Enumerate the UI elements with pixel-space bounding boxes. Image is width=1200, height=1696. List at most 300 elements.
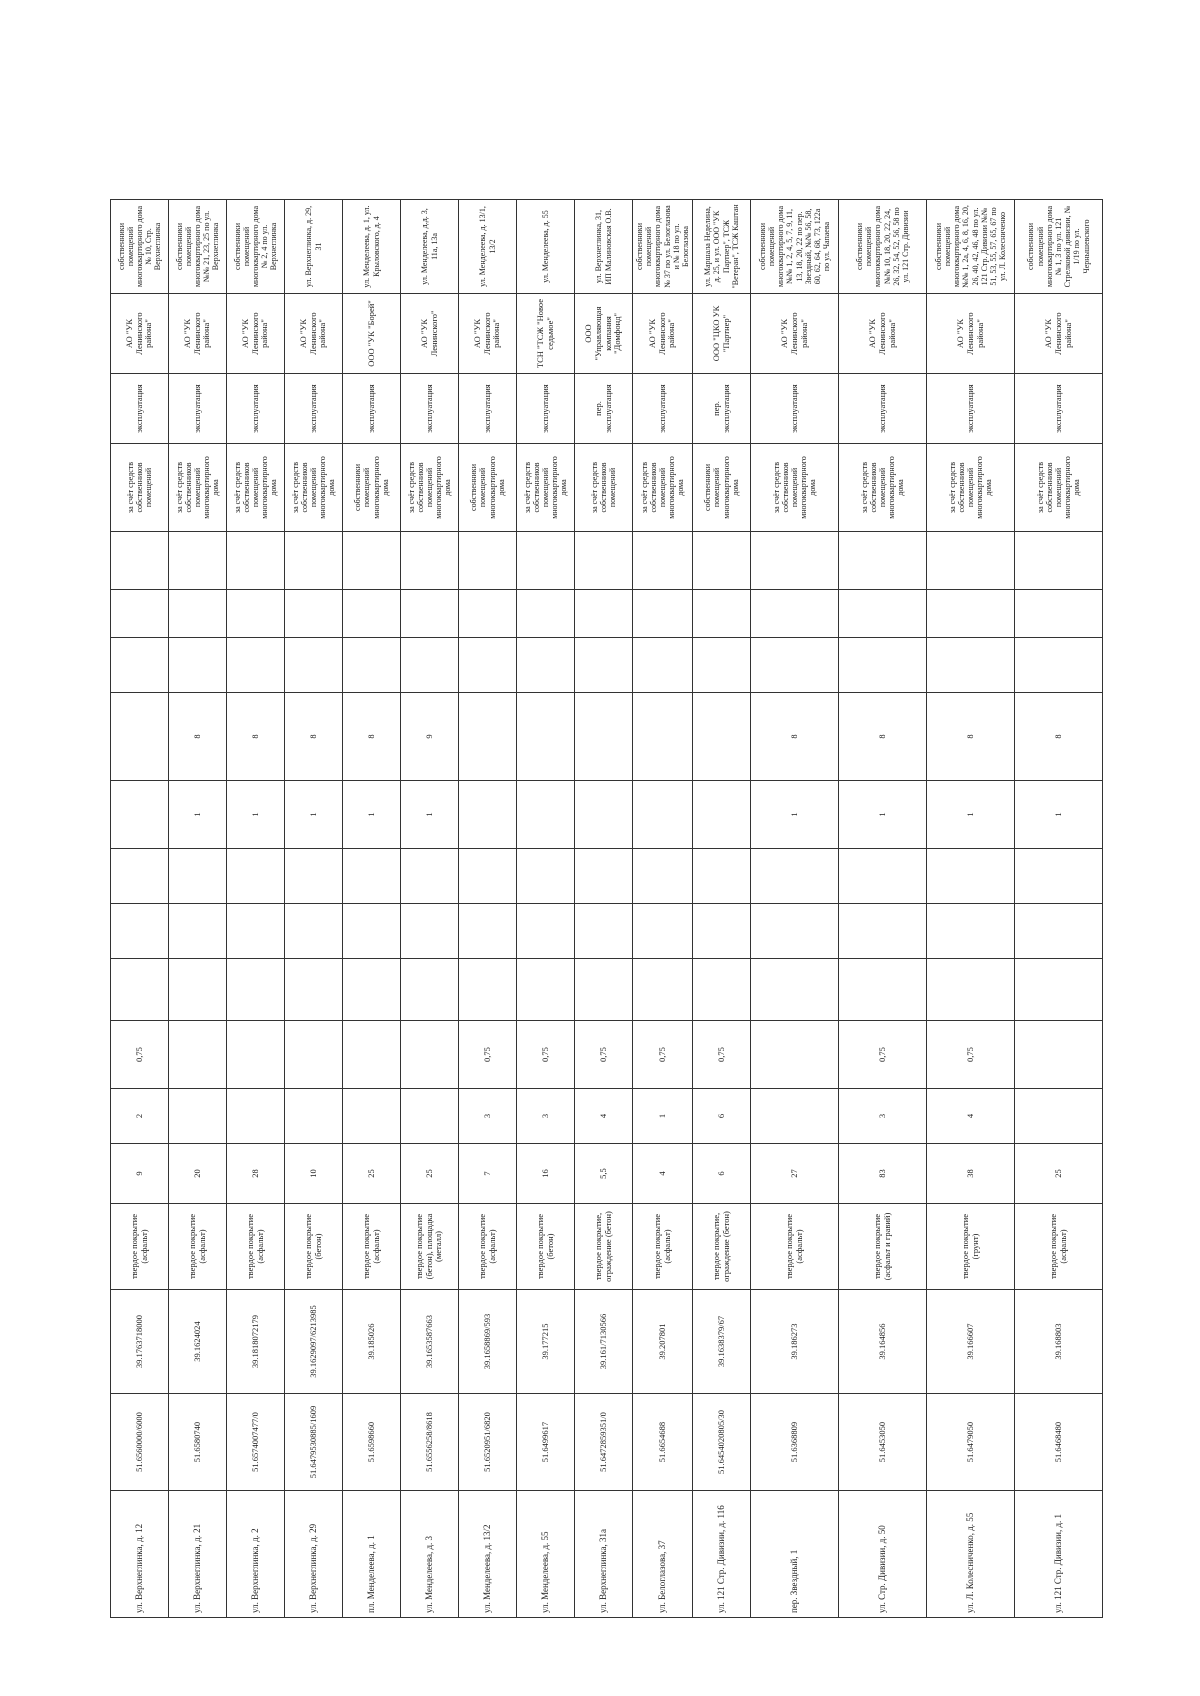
empty-cell <box>459 638 517 693</box>
bunker-count-cell: 1 <box>401 781 459 849</box>
bunker-volume-cell: 8 <box>839 693 927 781</box>
area-cell: 25 <box>401 1144 459 1204</box>
empty-cell <box>227 590 285 638</box>
ownership-cell: за счёт средств собственников помещений многоквартирного дома <box>285 444 343 532</box>
status-cell: эксплуатация <box>169 374 227 444</box>
container-count-cell: 3 <box>517 1089 575 1144</box>
address-cell: ул. Верхнеглинка, д. 21 <box>169 1491 227 1618</box>
empty-cell <box>575 638 633 693</box>
longitude-cell: 39.1653587663 <box>401 1290 459 1394</box>
container-count-cell: 2 <box>111 1089 169 1144</box>
owner-cell: ООО "Управляющая компания "Домфонд" <box>575 294 633 374</box>
owner-cell: АО "УК Ленинского района" <box>751 294 839 374</box>
surface-type-cell: твердое покрытие (асфальт) <box>633 1204 693 1290</box>
surface-type-cell: твердое покрытие (асфальт) <box>111 1204 169 1290</box>
bunker-count-cell <box>111 781 169 849</box>
served-objects-cell: собственники помещений многоквартирного дома №№ 10, 18, 20, 22, 24, 26, 32, 54, 52, 56, 58 по ул. 121 Стр. Дивизии <box>839 200 927 294</box>
served-objects-cell: ул. Менделеева, д. 1, ул. Крыловского, д. 4 <box>343 200 401 294</box>
empty-cell <box>751 904 839 959</box>
address-cell: пер. Звездный, 1 <box>751 1491 839 1618</box>
status-cell: эксплуатация <box>111 374 169 444</box>
ownership-cell: за счёт средств собственников помещений многоквартирного дома <box>1015 444 1103 532</box>
bunker-count-cell: 1 <box>751 781 839 849</box>
owner-cell: ТСН "ТСЖ "Новое седьмое" <box>517 294 575 374</box>
empty-cell <box>839 959 927 1021</box>
empty-cell <box>517 959 575 1021</box>
ownership-cell: за счёт средств собственников помещений <box>575 444 633 532</box>
waste-site-register-table <box>110 199 1103 1618</box>
area-cell: 7 <box>459 1144 517 1204</box>
bunker-volume-cell <box>111 693 169 781</box>
owner-cell: АО "УК Ленинского района" <box>111 294 169 374</box>
empty-cell <box>169 590 227 638</box>
ownership-cell: собственники помещений многоквартирного дома <box>343 444 401 532</box>
empty-cell <box>111 959 169 1021</box>
latitude-cell: 51.6598660 <box>343 1394 401 1491</box>
ownership-cell: за счёт средств собственников помещений многоквартирного дома <box>633 444 693 532</box>
empty-cell <box>285 638 343 693</box>
container-count-cell <box>169 1089 227 1144</box>
longitude-cell: 39.1629097/6213985 <box>285 1290 343 1394</box>
ownership-cell: за счёт средств собственников помещений многоквартирного дома <box>839 444 927 532</box>
latitude-cell: 51.6654688 <box>633 1394 693 1491</box>
address-cell: ул. Менделеева, д. 3 <box>401 1491 459 1618</box>
longitude-cell: 39.185026 <box>343 1290 401 1394</box>
container-count-cell <box>751 1089 839 1144</box>
surface-type-cell: твердое покрытие (асфальт) <box>169 1204 227 1290</box>
area-cell: 38 <box>927 1144 1015 1204</box>
empty-cell <box>927 532 1015 590</box>
empty-cell <box>111 638 169 693</box>
table-row <box>693 200 751 1618</box>
empty-cell <box>459 959 517 1021</box>
area-cell: 4 <box>633 1144 693 1204</box>
area-cell: 25 <box>1015 1144 1103 1204</box>
area-cell: 20 <box>169 1144 227 1204</box>
empty-cell <box>285 959 343 1021</box>
empty-cell <box>839 532 927 590</box>
container-count-cell: 6 <box>693 1089 751 1144</box>
empty-cell <box>111 904 169 959</box>
empty-cell <box>751 590 839 638</box>
area-cell: 16 <box>517 1144 575 1204</box>
empty-cell <box>459 532 517 590</box>
latitude-cell: 51.6520951/6820 <box>459 1394 517 1491</box>
bunker-count-cell <box>575 781 633 849</box>
address-cell: ул. Верхнеглинка, 31а <box>575 1491 633 1618</box>
empty-cell <box>927 904 1015 959</box>
surface-type-cell: твердое покрытие, ограждение (бетон) <box>693 1204 751 1290</box>
empty-cell <box>575 532 633 590</box>
empty-cell <box>693 590 751 638</box>
owner-cell: АО "УК Ленинского района" <box>459 294 517 374</box>
latitude-cell: 51.6479050 <box>927 1394 1015 1491</box>
served-objects-cell: ул. Маршала Неделина, д. 25, и ул. ООО "УК Партнер", ТСЖ "Ветеран", ТСЖ Каштан <box>693 200 751 294</box>
empty-cell <box>633 849 693 904</box>
status-cell: эксплуатация <box>633 374 693 444</box>
empty-cell <box>575 590 633 638</box>
bunker-volume-cell: 8 <box>927 693 1015 781</box>
ownership-cell: собственники помещений многоквартирного дома <box>459 444 517 532</box>
empty-cell <box>169 959 227 1021</box>
longitude-cell: 39.207801 <box>633 1290 693 1394</box>
area-cell: 10 <box>285 1144 343 1204</box>
surface-type-cell: твердое покрытие (асфальт) <box>459 1204 517 1290</box>
table-row <box>401 200 459 1618</box>
table-row <box>575 200 633 1618</box>
address-cell: пл. Менделеева, д. 1 <box>343 1491 401 1618</box>
empty-cell <box>693 959 751 1021</box>
served-objects-cell: собственники помещений многоквартирного дома №№ 1, 2, 4, 5, 7, 9, 11, 13, 18, 20, 22 по пер. Звездный, №№ 56, 58, 60, 62, 64, 68, 73, 122а по ул. Чапаева <box>751 200 839 294</box>
owner-cell: АО "УК Ленинского района" <box>285 294 343 374</box>
longitude-cell: 39.1763718000 <box>111 1290 169 1394</box>
empty-cell <box>459 904 517 959</box>
empty-cell <box>343 590 401 638</box>
owner-cell: АО "УК Ленинского района" <box>1015 294 1103 374</box>
longitude-cell: 39.177215 <box>517 1290 575 1394</box>
area-cell: 9 <box>111 1144 169 1204</box>
empty-cell <box>343 638 401 693</box>
empty-cell <box>575 904 633 959</box>
surface-type-cell: твердое покрытие (бетон), площадка (металл) <box>401 1204 459 1290</box>
container-volume-cell <box>343 1021 401 1089</box>
empty-cell <box>169 532 227 590</box>
status-cell: пер. эксплуатация <box>575 374 633 444</box>
empty-cell <box>517 904 575 959</box>
latitude-cell: 51.6479530885/1609 <box>285 1394 343 1491</box>
bunker-volume-cell <box>459 693 517 781</box>
container-volume-cell: 0,75 <box>839 1021 927 1089</box>
surface-type-cell: твердое покрытие (асфальт) <box>1015 1204 1103 1290</box>
ownership-cell: за счёт средств собственников помещений многоквартирного дома <box>169 444 227 532</box>
empty-cell <box>169 638 227 693</box>
container-count-cell <box>343 1089 401 1144</box>
ownership-cell: за счёт средств собственников помещений многоквартирного дома <box>927 444 1015 532</box>
empty-cell <box>633 638 693 693</box>
latitude-cell: 51.6574007477/0 <box>227 1394 285 1491</box>
address-cell: ул. Верхнеглинка, д. 12 <box>111 1491 169 1618</box>
empty-cell <box>927 590 1015 638</box>
empty-cell <box>401 959 459 1021</box>
address-cell: ул. Верхнеглинка, д. 2 <box>227 1491 285 1618</box>
owner-cell: ООО "УК "Борей" <box>343 294 401 374</box>
empty-cell <box>343 849 401 904</box>
table-row <box>839 200 927 1618</box>
served-objects-cell: собственники помещений многоквартирного дома № 2, 4 по ул. Верхнеглинка <box>227 200 285 294</box>
surface-type-cell: твердое покрытие (асфальт) <box>751 1204 839 1290</box>
owner-cell: АО "УК Ленинского района" <box>169 294 227 374</box>
owner-cell: АО "УК Ленинского" <box>401 294 459 374</box>
ownership-cell: за счёт средств собственников помещений многоквартирного дома <box>517 444 575 532</box>
empty-cell <box>517 532 575 590</box>
empty-cell <box>111 590 169 638</box>
ownership-cell: за счёт средств собственников помещений <box>111 444 169 532</box>
bunker-count-cell: 1 <box>839 781 927 849</box>
empty-cell <box>401 590 459 638</box>
container-volume-cell <box>751 1021 839 1089</box>
owner-cell: АО "УК Ленинского района" <box>633 294 693 374</box>
latitude-cell: 51.6560000/6000 <box>111 1394 169 1491</box>
bunker-volume-cell: 8 <box>751 693 839 781</box>
container-volume-cell: 0,75 <box>633 1021 693 1089</box>
empty-cell <box>751 849 839 904</box>
table-row <box>111 200 169 1618</box>
container-volume-cell <box>401 1021 459 1089</box>
status-cell: эксплуатация <box>927 374 1015 444</box>
empty-cell <box>839 904 927 959</box>
table-row <box>343 200 401 1618</box>
container-count-cell: 4 <box>575 1089 633 1144</box>
empty-cell <box>517 638 575 693</box>
container-volume-cell: 0,75 <box>575 1021 633 1089</box>
container-volume-cell <box>169 1021 227 1089</box>
ownership-cell: за счёт средств собственников помещений многоквартирного дома <box>751 444 839 532</box>
ownership-cell: собственники помещений многоквартирного дома <box>693 444 751 532</box>
container-count-cell: 4 <box>927 1089 1015 1144</box>
empty-cell <box>1015 959 1103 1021</box>
area-cell: 5,5 <box>575 1144 633 1204</box>
empty-cell <box>459 849 517 904</box>
container-count-cell: 1 <box>633 1089 693 1144</box>
bunker-count-cell <box>693 781 751 849</box>
area-cell: 83 <box>839 1144 927 1204</box>
area-cell: 28 <box>227 1144 285 1204</box>
status-cell: эксплуатация <box>401 374 459 444</box>
empty-cell <box>927 849 1015 904</box>
latitude-cell: 51.6499617 <box>517 1394 575 1491</box>
bunker-volume-cell: 9 <box>401 693 459 781</box>
empty-cell <box>227 638 285 693</box>
served-objects-cell: собственники помещений многоквартирного дома №№ 21, 23, 25 по ул. Верхнеглинка <box>169 200 227 294</box>
empty-cell <box>633 590 693 638</box>
longitude-cell: 39.166607 <box>927 1290 1015 1394</box>
container-count-cell <box>285 1089 343 1144</box>
container-volume-cell: 0,75 <box>459 1021 517 1089</box>
bunker-count-cell: 1 <box>343 781 401 849</box>
bunker-volume-cell <box>693 693 751 781</box>
table-row <box>633 200 693 1618</box>
container-volume-cell: 0,75 <box>693 1021 751 1089</box>
table-row <box>169 200 227 1618</box>
address-cell: ул. Белоглазова, 37 <box>633 1491 693 1618</box>
empty-cell <box>285 590 343 638</box>
address-cell: ул. 121 Стр. Дивизии, д. 1 <box>1015 1491 1103 1618</box>
empty-cell <box>1015 849 1103 904</box>
empty-cell <box>285 532 343 590</box>
empty-cell <box>1015 638 1103 693</box>
bunker-count-cell <box>459 781 517 849</box>
served-objects-cell: ул. Верхнеглинка, 31, ИП Малиновская О.В. <box>575 200 633 294</box>
empty-cell <box>693 849 751 904</box>
empty-cell <box>751 959 839 1021</box>
bunker-count-cell <box>633 781 693 849</box>
address-cell: ул. Верхнеглинка, д. 29 <box>285 1491 343 1618</box>
empty-cell <box>751 638 839 693</box>
served-objects-cell: ул. Менделеева, д. 13/1, 13/2 <box>459 200 517 294</box>
address-cell: ул. Менделеева, д. 13/2 <box>459 1491 517 1618</box>
empty-cell <box>1015 532 1103 590</box>
served-objects-cell: собственники помещений многоквартирного дома №№ 1, 2а, 4, 6, 8, 16, 20, 26, 40, 42, 46, 48 по ул. 121 Стр. Дивизии №№ 51, 53, 55, 57, 65, 67 по ул. Л. Колесниченко <box>927 200 1015 294</box>
empty-cell <box>927 959 1015 1021</box>
address-cell: ул. Стр. Дивизии, д. 50 <box>839 1491 927 1618</box>
bunker-count-cell: 1 <box>927 781 1015 849</box>
table-row <box>517 200 575 1618</box>
latitude-cell: 51.6472859351/0 <box>575 1394 633 1491</box>
empty-cell <box>227 959 285 1021</box>
empty-cell <box>459 590 517 638</box>
served-objects-cell: ул. Менделеева, д. 55 <box>517 200 575 294</box>
container-count-cell <box>401 1089 459 1144</box>
status-cell: эксплуатация <box>227 374 285 444</box>
container-count-cell: 3 <box>839 1089 927 1144</box>
empty-cell <box>111 849 169 904</box>
status-cell: эксплуатация <box>285 374 343 444</box>
empty-cell <box>227 849 285 904</box>
owner-cell: АО "УК Ленинского района" <box>927 294 1015 374</box>
bunker-count-cell: 1 <box>169 781 227 849</box>
bunker-count-cell: 1 <box>285 781 343 849</box>
longitude-cell: 39.186273 <box>751 1290 839 1394</box>
latitude-cell: 51.6368809 <box>751 1394 839 1491</box>
surface-type-cell: твердое покрытие (бетон) <box>517 1204 575 1290</box>
status-cell: эксплуатация <box>1015 374 1103 444</box>
container-volume-cell <box>285 1021 343 1089</box>
latitude-cell: 51.6556258/8618 <box>401 1394 459 1491</box>
empty-cell <box>633 904 693 959</box>
bunker-volume-cell <box>517 693 575 781</box>
table-row <box>751 200 839 1618</box>
status-cell: эксплуатация <box>751 374 839 444</box>
empty-cell <box>575 849 633 904</box>
served-objects-cell: ул. Верхнеглинка, д. 29, 31 <box>285 200 343 294</box>
empty-cell <box>575 959 633 1021</box>
bunker-volume-cell: 8 <box>1015 693 1103 781</box>
latitude-cell: 51.6468480 <box>1015 1394 1103 1491</box>
container-volume-cell: 0,75 <box>517 1021 575 1089</box>
address-cell: ул. 121 Стр. Дивизии, д. 116 <box>693 1491 751 1618</box>
container-volume-cell: 0,75 <box>111 1021 169 1089</box>
area-cell: 6 <box>693 1144 751 1204</box>
address-cell: ул. Л. Колесниченко, д. 55 <box>927 1491 1015 1618</box>
empty-cell <box>343 959 401 1021</box>
latitude-cell: 51.6580740 <box>169 1394 227 1491</box>
status-cell: эксплуатация <box>517 374 575 444</box>
container-volume-cell: 0,75 <box>927 1021 1015 1089</box>
surface-type-cell: твердое покрытие (асфальт) <box>227 1204 285 1290</box>
empty-cell <box>401 638 459 693</box>
container-volume-cell <box>227 1021 285 1089</box>
status-cell: пер. эксплуатация <box>693 374 751 444</box>
empty-cell <box>693 904 751 959</box>
served-objects-cell: ул. Менделеева, д.д. 3, 11а, 13а <box>401 200 459 294</box>
address-cell: ул. Менделеева, д. 55 <box>517 1491 575 1618</box>
served-objects-cell: собственники помещений многоквартирного дома № 1, 3 по ул. 121 Стрелковой дивизии, № 1/19 по ул. Чернышевского <box>1015 200 1103 294</box>
table-body <box>111 200 1103 1618</box>
bunker-volume-cell: 8 <box>227 693 285 781</box>
empty-cell <box>285 904 343 959</box>
surface-type-cell: твердое покрытие (асфальт и гравий) <box>839 1204 927 1290</box>
table-row <box>459 200 517 1618</box>
container-count-cell: 3 <box>459 1089 517 1144</box>
empty-cell <box>111 532 169 590</box>
bunker-count-cell <box>517 781 575 849</box>
owner-cell: АО "УК Ленинского района" <box>227 294 285 374</box>
bunker-volume-cell <box>633 693 693 781</box>
longitude-cell: 39.1818072179 <box>227 1290 285 1394</box>
empty-cell <box>633 959 693 1021</box>
empty-cell <box>401 904 459 959</box>
empty-cell <box>633 532 693 590</box>
surface-type-cell: твердое покрытие (асфальт) <box>343 1204 401 1290</box>
surface-type-cell: твердое покрытие (грунт) <box>927 1204 1015 1290</box>
empty-cell <box>343 904 401 959</box>
bunker-volume-cell: 8 <box>285 693 343 781</box>
bunker-count-cell: 1 <box>1015 781 1103 849</box>
longitude-cell: 39.161/7130566 <box>575 1290 633 1394</box>
latitude-cell: 51.6453050 <box>839 1394 927 1491</box>
longitude-cell: 39.1658869/593 <box>459 1290 517 1394</box>
table-row <box>1015 200 1103 1618</box>
empty-cell <box>1015 590 1103 638</box>
bunker-volume-cell: 8 <box>343 693 401 781</box>
empty-cell <box>1015 904 1103 959</box>
area-cell: 27 <box>751 1144 839 1204</box>
ownership-cell: за счёт средств собственников помещений многоквартирного дома <box>227 444 285 532</box>
bunker-count-cell: 1 <box>227 781 285 849</box>
table-row <box>927 200 1015 1618</box>
empty-cell <box>401 849 459 904</box>
owner-cell: ООО "ЦКО УК "Партнер" <box>693 294 751 374</box>
container-count-cell <box>1015 1089 1103 1144</box>
container-volume-cell <box>1015 1021 1103 1089</box>
served-objects-cell: собственники помещений многоквартирного дома № 10, Стр. Верхнеглинка <box>111 200 169 294</box>
empty-cell <box>401 532 459 590</box>
surface-type-cell: твердое покрытие, ограждение (бетон) <box>575 1204 633 1290</box>
longitude-cell: 39.168803 <box>1015 1290 1103 1394</box>
status-cell: эксплуатация <box>839 374 927 444</box>
latitude-cell: 51.6454020805/30 <box>693 1394 751 1491</box>
empty-cell <box>839 590 927 638</box>
empty-cell <box>169 904 227 959</box>
empty-cell <box>693 532 751 590</box>
status-cell: эксплуатация <box>459 374 517 444</box>
table-row <box>227 200 285 1618</box>
empty-cell <box>693 638 751 693</box>
status-cell: эксплуатация <box>343 374 401 444</box>
surface-type-cell: твердое покрытие (бетон) <box>285 1204 343 1290</box>
empty-cell <box>927 638 1015 693</box>
empty-cell <box>285 849 343 904</box>
ownership-cell: за счёт средств собственников помещений многоквартирного дома <box>401 444 459 532</box>
served-objects-cell: собственники помещений многоквартирного дома № 37 по ул. Белоглазова и № 18 по ул. Белоглазова <box>633 200 693 294</box>
empty-cell <box>227 532 285 590</box>
empty-cell <box>169 849 227 904</box>
empty-cell <box>751 532 839 590</box>
empty-cell <box>839 849 927 904</box>
empty-cell <box>517 849 575 904</box>
longitude-cell: 39.1638379/67 <box>693 1290 751 1394</box>
longitude-cell: 39.1624024 <box>169 1290 227 1394</box>
empty-cell <box>343 532 401 590</box>
area-cell: 25 <box>343 1144 401 1204</box>
empty-cell <box>227 904 285 959</box>
rotated-table-wrapper <box>110 200 1091 1618</box>
longitude-cell: 39.164856 <box>839 1290 927 1394</box>
bunker-volume-cell <box>575 693 633 781</box>
container-count-cell <box>227 1089 285 1144</box>
owner-cell: АО "УК Ленинского района" <box>839 294 927 374</box>
bunker-volume-cell: 8 <box>169 693 227 781</box>
